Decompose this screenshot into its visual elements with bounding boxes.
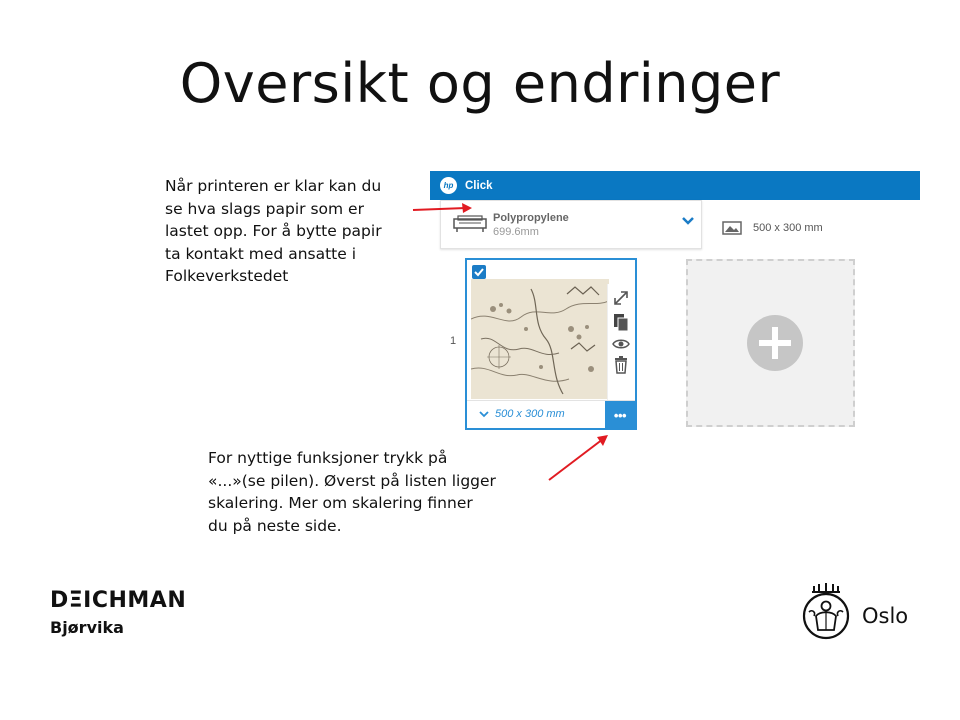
hp-logo-icon: hp bbox=[440, 177, 457, 194]
job-page-number: 1 bbox=[450, 335, 457, 347]
oslo-logo-text: Oslo bbox=[862, 604, 909, 628]
note-line: du på neste side. bbox=[208, 516, 342, 535]
note-line: Når printeren er klar kan du bbox=[165, 177, 382, 195]
oslo-emblem-icon bbox=[800, 582, 852, 642]
note-line: se hva slags papir som er bbox=[165, 199, 364, 218]
more-options-button[interactable]: ••• bbox=[605, 401, 635, 429]
note-line: skalering. Mer om skalering finner bbox=[208, 494, 473, 512]
note-line: «...»(se pilen). Øverst på listen ligger bbox=[208, 471, 496, 490]
note-line: lastet opp. For å bytte papir bbox=[165, 222, 382, 240]
functions-note bbox=[208, 447, 496, 537]
note-line: Folkeverkstedet bbox=[165, 267, 289, 285]
note-line: ta kontakt med ansatte i bbox=[165, 244, 357, 263]
media-size: 500 x 300 mm bbox=[753, 222, 823, 234]
note-line: For nyttige funksjoner trykk på bbox=[208, 449, 448, 467]
deichman-logo: DΞICHMAN bbox=[50, 588, 187, 613]
slide-title: Oversikt og endringer bbox=[179, 52, 781, 115]
arrow-head-icon bbox=[597, 435, 608, 446]
app-title: Click bbox=[465, 179, 493, 192]
arrow-to-paper-panel bbox=[413, 208, 466, 210]
arrow-head-icon bbox=[462, 203, 472, 213]
paper-type: Polypropylene bbox=[493, 212, 569, 224]
job-size: 500 x 300 mm bbox=[495, 408, 565, 420]
paper-width: 699.6mm bbox=[493, 226, 539, 238]
deichman-branch: Bjørvika bbox=[50, 618, 124, 637]
arrow-to-more-button bbox=[549, 439, 603, 480]
